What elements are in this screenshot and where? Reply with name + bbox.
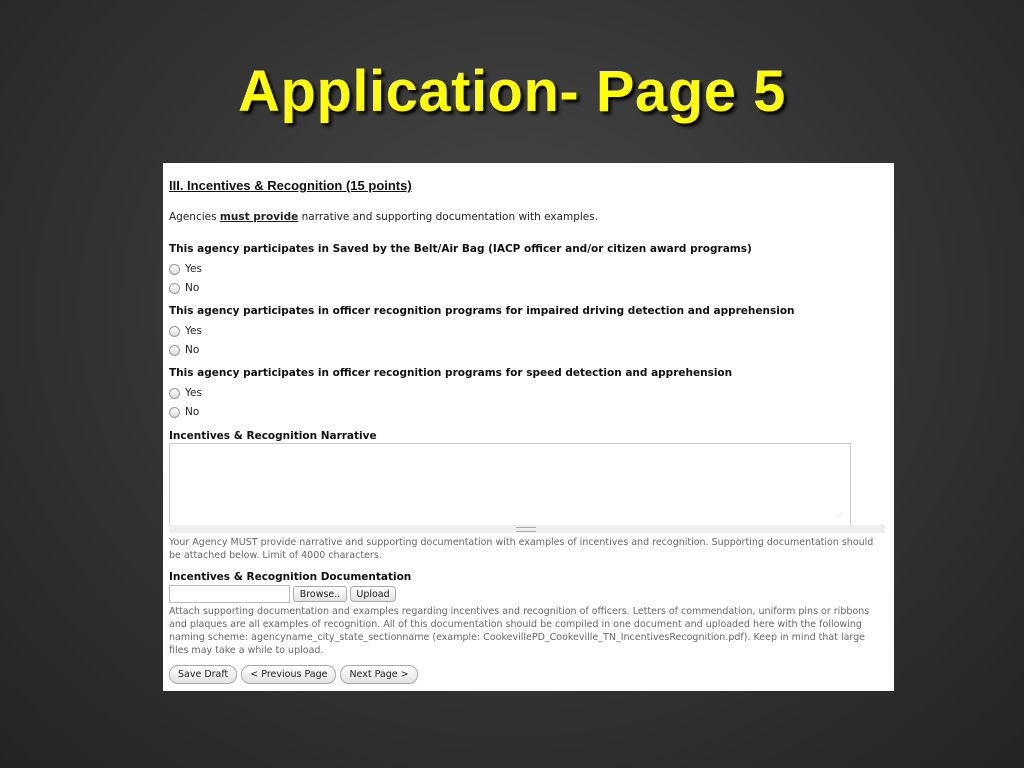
q3-yes-radio[interactable] xyxy=(169,388,180,399)
option-q3-yes[interactable] xyxy=(169,386,202,399)
q2-no-radio[interactable] xyxy=(169,345,180,356)
q1-no-radio[interactable] xyxy=(169,283,180,294)
option-label: No xyxy=(185,343,200,356)
option-q3-no[interactable] xyxy=(169,405,199,418)
option-label: No xyxy=(185,405,200,418)
form-navigation xyxy=(169,665,422,684)
option-label: Yes xyxy=(185,262,202,275)
option-label: Yes xyxy=(185,386,202,399)
save-draft-button[interactable]: Save Draft xyxy=(169,665,237,684)
option-label: Yes xyxy=(185,324,202,337)
option-q2-no[interactable] xyxy=(169,343,199,356)
option-q2-yes[interactable] xyxy=(169,324,202,337)
option-q1-no[interactable] xyxy=(169,281,199,294)
section-heading: III. Incentives & Recognition (15 points) xyxy=(169,178,412,193)
textarea-resize-handle[interactable] xyxy=(169,525,885,533)
intro-text xyxy=(169,211,598,223)
file-path-field[interactable] xyxy=(169,585,290,603)
slide-title: Application- Page 5 xyxy=(238,59,786,124)
file-upload-row xyxy=(169,585,396,603)
question-saved-by-the-belt: This agency participates in Saved by the Belt/Air Bag (IACP officer and/or citizen award programs) xyxy=(169,243,752,255)
intro-text-before: Agencies xyxy=(169,211,220,223)
documentation-label: Incentives & Recognition Documentation xyxy=(169,571,412,583)
option-label: No xyxy=(185,281,200,294)
narrative-label: Incentives & Recognition Narrative xyxy=(169,430,377,442)
question-speed-detection: This agency participates in officer recognition programs for speed detection and apprehension xyxy=(169,367,733,379)
resize-grip-icon[interactable]: ⋰ xyxy=(835,512,841,519)
upload-button[interactable]: Upload xyxy=(350,586,396,602)
previous-page-button[interactable]: < Previous Page xyxy=(241,665,336,684)
narrative-textarea[interactable] xyxy=(169,443,851,526)
q1-yes-radio[interactable] xyxy=(169,264,180,275)
documentation-help-text: Attach supporting documentation and examples regarding incentives and recognition of officers. Letters of commendation, uniform pins or ribbons and plaques are all examples of recognition. All of this documentation should be compiled in one document and uploaded here with the following naming scheme: agencyname_city_state_sectionname (example: CookevillePD_Cookeville_TN_IncentivesRecognition.pdf). Keep in mind that large files may take a while to upload. xyxy=(169,606,870,656)
q3-no-radio[interactable] xyxy=(169,407,180,418)
intro-emphasis: must provide xyxy=(219,211,299,223)
narrative-help-text: Your Agency MUST provide narrative and supporting documentation with examples of incentives and recognition. Supporting documentation should be attached below. Limit of 4000 characters. xyxy=(169,537,874,561)
question-impaired-driving: This agency participates in officer recognition programs for impaired driving detection and apprehension xyxy=(169,305,795,317)
browse-button[interactable]: Browse.. xyxy=(293,586,347,602)
intro-text-after: narrative and supporting documentation with examples. xyxy=(298,211,599,223)
application-form-panel xyxy=(163,163,894,691)
option-q1-yes[interactable] xyxy=(169,262,202,275)
next-page-button[interactable]: Next Page > xyxy=(340,665,417,684)
q2-yes-radio[interactable] xyxy=(169,326,180,337)
